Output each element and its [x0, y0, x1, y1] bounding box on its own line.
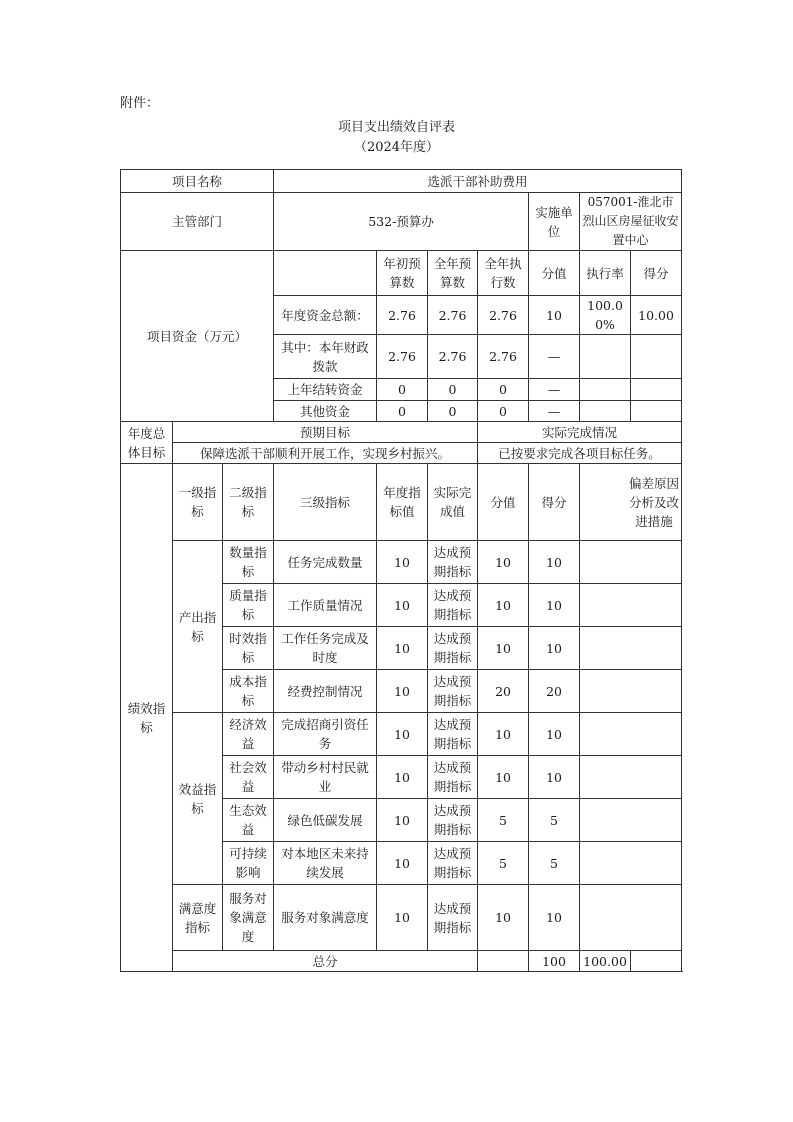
- deviation-cell: [580, 756, 682, 799]
- fund-full: 2.76: [428, 296, 478, 335]
- level2-economic: 经济效益: [223, 713, 274, 756]
- actual-result-text: 已按要求完成各项目标任务。: [478, 443, 682, 464]
- score-value: 10: [478, 584, 529, 627]
- score-value: 10: [478, 756, 529, 799]
- level2-quantity: 数量指标: [223, 541, 274, 584]
- deviation-cell: [580, 541, 682, 584]
- fund-row-label: 其中：本年财政拨款: [274, 335, 377, 379]
- score-value: 10: [478, 627, 529, 670]
- fund-full: 0: [428, 379, 478, 401]
- funds-header-row: [121, 251, 682, 296]
- fund-score: [631, 379, 682, 401]
- level3-sustainable: 对本地区未来持续发展: [274, 842, 377, 885]
- actual-value: 达成预期指标: [428, 799, 478, 842]
- fund-score-value: 10: [529, 296, 580, 335]
- goals-label: 年度总体目标: [121, 422, 173, 464]
- target-value: 10: [377, 756, 428, 799]
- col-deviation: [580, 464, 682, 541]
- fund-rate: 100.00%: [580, 296, 631, 335]
- col-full-budget: 全年预算数: [428, 251, 478, 296]
- actual-value: 达成预期指标: [428, 627, 478, 670]
- fund-exec: 0: [478, 379, 529, 401]
- level3-task-quantity: 任务完成数量: [274, 541, 377, 584]
- total-row: [121, 951, 682, 972]
- score: 20: [529, 670, 580, 713]
- col-executed: 全年执行数: [478, 251, 529, 296]
- indicators-label: 绩效指标: [121, 464, 173, 972]
- fund-row-label: 年度资金总额：: [274, 296, 377, 335]
- actual-value: 达成预期指标: [428, 584, 478, 627]
- level3-employment: 带动乡村村民就业: [274, 756, 377, 799]
- deviation-cell: [580, 713, 682, 756]
- target-value: 10: [377, 541, 428, 584]
- score-value: 10: [478, 713, 529, 756]
- fund-full: 0: [428, 401, 478, 422]
- col-score-value: 分值: [529, 251, 580, 296]
- fund-initial: 2.76: [377, 296, 428, 335]
- goals-header-row: [121, 422, 682, 443]
- fund-rate: [580, 379, 631, 401]
- total-blank: [478, 951, 529, 972]
- score-value: 10: [478, 541, 529, 584]
- col-target: 年度指标值: [377, 464, 428, 541]
- deviation-cell: [580, 799, 682, 842]
- impl-unit-label: 实施单位: [529, 193, 580, 251]
- indicator-row: [121, 713, 682, 756]
- fund-initial: 2.76: [377, 335, 428, 379]
- fund-row-label: 其他资金: [274, 401, 377, 422]
- score-value: 5: [478, 799, 529, 842]
- level2-social: 社会效益: [223, 756, 274, 799]
- score: 10: [529, 713, 580, 756]
- score: 10: [529, 756, 580, 799]
- score-value: 20: [478, 670, 529, 713]
- indicator-row: [121, 885, 682, 951]
- total-deviation-blank: [631, 951, 682, 972]
- score: 10: [529, 627, 580, 670]
- score: 5: [529, 799, 580, 842]
- performance-table: [120, 169, 682, 972]
- fund-row-label: 上年结转资金: [274, 379, 377, 401]
- col-exec-rate: 执行率: [580, 251, 631, 296]
- fund-rate: [580, 335, 631, 379]
- department-row: [121, 193, 682, 251]
- expected-goal-text: 保障选派干部顺利开展工作，实现乡村振兴。: [173, 443, 478, 464]
- score: 5: [529, 842, 580, 885]
- total-label: 总分: [173, 951, 478, 972]
- level1-satisfaction: 满意度指标: [173, 885, 223, 951]
- target-value: 10: [377, 713, 428, 756]
- actual-value: 达成预期指标: [428, 713, 478, 756]
- fund-score-value: —: [529, 401, 580, 422]
- col-level1: 一级指标: [173, 464, 223, 541]
- actual-value: 达成预期指标: [428, 885, 478, 951]
- fund-exec: 2.76: [478, 335, 529, 379]
- dept-label: 主管部门: [121, 193, 274, 251]
- target-value: 10: [377, 885, 428, 951]
- fund-score-value: —: [529, 335, 580, 379]
- actual-value: 达成预期指标: [428, 541, 478, 584]
- project-name-value: 选派干部补助费用: [274, 170, 682, 193]
- indicator-row: [121, 541, 682, 584]
- level3-timeliness: 工作任务完成及时度: [274, 627, 377, 670]
- col-score-value: 分值: [478, 464, 529, 541]
- total-score: 100.00: [580, 951, 631, 972]
- level3-green: 绿色低碳发展: [274, 799, 377, 842]
- actual-value: 达成预期指标: [428, 756, 478, 799]
- level1-output: 产出指标: [173, 541, 223, 713]
- level2-ecological: 生态效益: [223, 799, 274, 842]
- deviation-cell: [580, 584, 682, 627]
- level1-benefit: 效益指标: [173, 713, 223, 885]
- score: 10: [529, 584, 580, 627]
- project-name-label: 项目名称: [121, 170, 274, 193]
- score: 10: [529, 885, 580, 951]
- fund-rate: [580, 401, 631, 422]
- fund-initial: 0: [377, 379, 428, 401]
- level2-sustainable: 可持续影响: [223, 842, 274, 885]
- score-value: 5: [478, 842, 529, 885]
- fund-score: [631, 401, 682, 422]
- impl-unit-value: 057001-淮北市烈山区房屋征收安置中心: [580, 193, 682, 251]
- fund-score: 10.00: [631, 296, 682, 335]
- fund-score: [631, 335, 682, 379]
- fund-score-value: —: [529, 379, 580, 401]
- score-value: 10: [478, 885, 529, 951]
- col-actual: 实际完成值: [428, 464, 478, 541]
- target-value: 10: [377, 842, 428, 885]
- fund-exec: 2.76: [478, 296, 529, 335]
- col-level3: 三级指标: [274, 464, 377, 541]
- fund-full: 2.76: [428, 335, 478, 379]
- level3-investment: 完成招商引资任务: [274, 713, 377, 756]
- target-value: 10: [377, 584, 428, 627]
- attachment-label: 附件：: [120, 96, 160, 111]
- level2-timeliness: 时效指标: [223, 627, 274, 670]
- fund-initial: 0: [377, 401, 428, 422]
- level2-service-satisfaction: 服务对象满意度: [223, 885, 274, 951]
- deviation-cell: [580, 885, 682, 951]
- deviation-cell: [580, 627, 682, 670]
- total-score-value: 100: [529, 951, 580, 972]
- target-value: 10: [377, 627, 428, 670]
- level3-work-quality: 工作质量情况: [274, 584, 377, 627]
- col-score: 得分: [631, 251, 682, 296]
- actual-result-label: 实际完成情况: [478, 422, 682, 443]
- col-score: 得分: [529, 464, 580, 541]
- project-name-row: [121, 170, 682, 193]
- indicators-header-row: [121, 464, 682, 541]
- level3-cost-control: 经费控制情况: [274, 670, 377, 713]
- col-level2: 二级指标: [223, 464, 274, 541]
- level3-service-satisfaction: 服务对象满意度: [274, 885, 377, 951]
- dept-value: 532-预算办: [274, 193, 529, 251]
- goals-content-row: [121, 443, 682, 464]
- deviation-header-text: 偏差原因分析及改进措施: [629, 475, 680, 529]
- deviation-cell: [580, 670, 682, 713]
- level2-cost: 成本指标: [223, 670, 274, 713]
- score: 10: [529, 541, 580, 584]
- fund-exec: 0: [478, 401, 529, 422]
- page-title: 项目支出绩效自评表: [337, 120, 455, 135]
- col-initial-budget: 年初预算数: [377, 251, 428, 296]
- expected-goal-label: 预期目标: [173, 422, 478, 443]
- funds-blank-header: [274, 251, 377, 296]
- actual-value: 达成预期指标: [428, 842, 478, 885]
- level2-quality: 质量指标: [223, 584, 274, 627]
- target-value: 10: [377, 799, 428, 842]
- year-subtitle: （2024年度）: [353, 140, 440, 155]
- funds-label: 项目资金（万元）: [121, 251, 274, 422]
- actual-value: 达成预期指标: [428, 670, 478, 713]
- target-value: 10: [377, 670, 428, 713]
- deviation-cell: [580, 842, 682, 885]
